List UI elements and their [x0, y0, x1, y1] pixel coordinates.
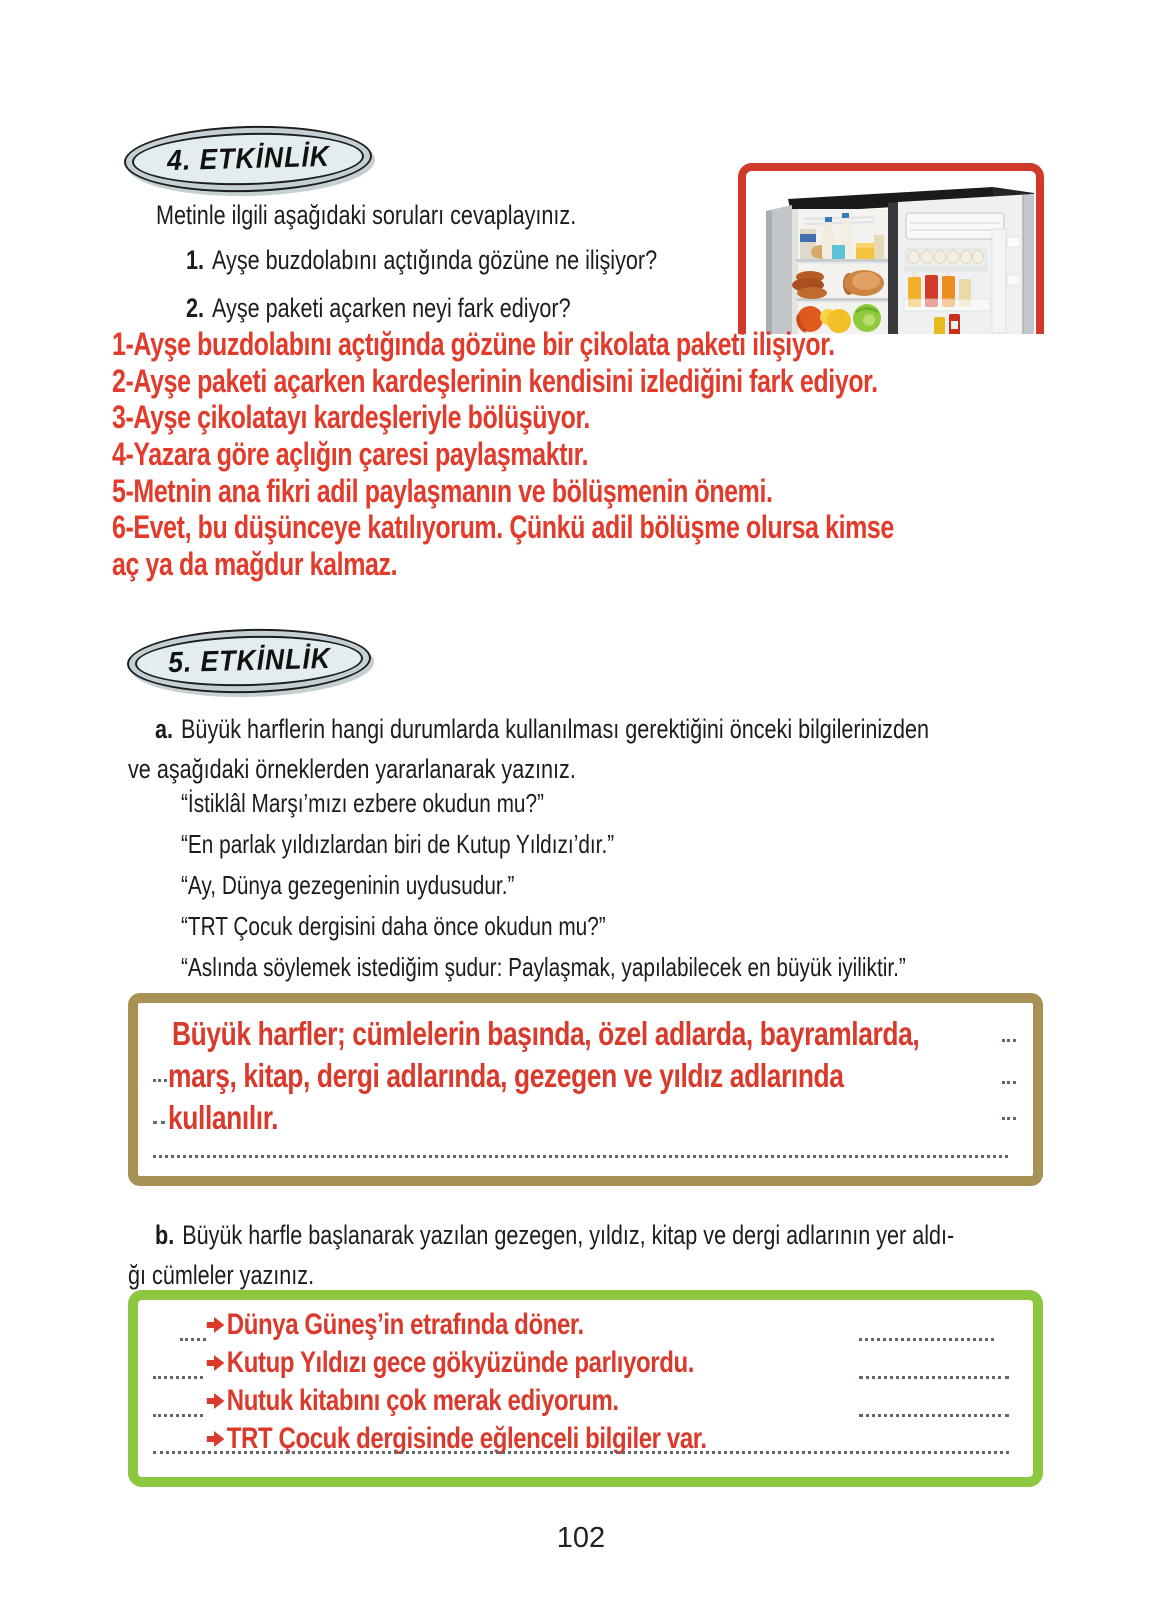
dotted-line — [153, 1451, 1009, 1454]
part-b-line-1 — [155, 1218, 954, 1252]
question-2-number: 2. — [186, 293, 205, 323]
example-quote: “İstiklâl Marşı’mızı ezbere okudun mu?” — [181, 788, 544, 818]
example-quote: “Aslında söylemek istediğim şudur: Paylaşmak, yapılabilecek en büyük iyiliktir.” — [181, 952, 906, 982]
question-1 — [186, 243, 657, 277]
arrow-icon — [206, 1392, 225, 1410]
answer-box — [128, 1290, 1043, 1487]
part-a-line-1 — [155, 712, 929, 746]
dotted-line — [859, 1338, 994, 1341]
dotted-line — [153, 1414, 203, 1417]
question-1-number: 1. — [186, 245, 205, 275]
part-a-line-2: ve aşağıdaki örneklerden yararlanarak yazınız. — [128, 754, 576, 784]
answer-box-item — [206, 1384, 619, 1418]
answer-line: 1-Ayşe buzdolabını açtığında gözüne bir çikolata paketi ilişiyor. — [112, 326, 835, 362]
answer-line: 6-Evet, bu düşünceye katılıyorum. Çünkü adil bölüşme olursa kimse — [112, 509, 894, 545]
dotted-line — [153, 1155, 1008, 1158]
dotted-line — [1002, 1081, 1016, 1084]
refrigerator-photo — [738, 163, 1044, 334]
example-quote: “Ay, Dünya gezegeninin uydusudur.” — [181, 870, 515, 900]
question-1-text: Ayşe buzdolabını açtığında gözüne ne ilişiyor? — [212, 245, 658, 275]
answer-line: 3-Ayşe çikolatayı kardeşleriyle bölüşüyor. — [112, 399, 590, 435]
part-b-label: b. — [155, 1220, 175, 1250]
activity-4-badge-label: 4. ETKİNLİK — [166, 140, 330, 177]
answer-line: 4-Yazara göre açlığın çaresi paylaşmaktır. — [112, 436, 589, 472]
example-quote: “En parlak yıldızlardan biri de Kutup Yıldızı’dır.” — [181, 829, 615, 859]
answer-box-item — [206, 1308, 584, 1342]
note-box-line: Büyük harfler; cümlelerin başında, özel adlarda, bayramlarda, — [172, 1015, 920, 1052]
activity-5-badge-label: 5. ETKİNLİK — [167, 642, 331, 679]
answer-box-item — [206, 1346, 694, 1380]
arrow-icon — [206, 1430, 225, 1448]
refrigerator-illustration — [746, 171, 1036, 334]
dotted-line — [153, 1079, 167, 1082]
note-box — [128, 993, 1043, 1186]
activity-4-intro-text: Metinle ilgili aşağıdaki soruları cevaplayınız. — [156, 200, 577, 230]
dotted-line — [153, 1121, 165, 1124]
activity-4-badge-inner — [131, 130, 364, 188]
refrigerator-photo-clip — [734, 158, 1056, 334]
question-2-text: Ayşe paketi açarken neyi fark ediyor? — [212, 293, 571, 323]
answer-box-item-text: Nutuk kitabını çok merak ediyorum. — [226, 1384, 619, 1417]
part-b-line-2: ğı cümleler yazınız. — [128, 1260, 315, 1290]
note-box-line: marş, kitap, dergi adlarında, gezegen ve yıldız adlarında — [168, 1057, 844, 1094]
activity-4-badge — [123, 123, 373, 195]
answer-box-item-text: TRT Çocuk dergisinde eğlenceli bilgiler var. — [226, 1422, 707, 1455]
dotted-line — [180, 1338, 206, 1341]
arrow-icon — [206, 1354, 225, 1372]
dotted-line — [1002, 1039, 1016, 1042]
activity-5-badge-inner — [134, 633, 363, 689]
dotted-line — [1002, 1117, 1016, 1120]
activity-5-badge — [126, 626, 372, 696]
note-box-line: kullanılır. — [168, 1099, 279, 1136]
dotted-line — [859, 1376, 1009, 1379]
dotted-line — [153, 1376, 203, 1379]
answer-box-item-text: Kutup Yıldızı gece gökyüzünde parlıyordu. — [226, 1346, 695, 1379]
example-quote: “TRT Çocuk dergisini daha önce okudun mu?” — [181, 911, 606, 941]
activity-4-intro — [156, 198, 576, 232]
part-a-label: a. — [155, 714, 174, 744]
answer-line: aç ya da mağdur kalmaz. — [112, 546, 398, 582]
question-2 — [186, 291, 571, 325]
answer-line: 5-Metnin ana fikri adil paylaşmanın ve bölüşmenin önemi. — [112, 473, 773, 509]
answer-line: 2-Ayşe paketi açarken kardeşlerinin kendisini izlediğini fark ediyor. — [112, 363, 878, 399]
part-a-text-1: Büyük harflerin hangi durumlarda kullanılması gerektiğini önceki bilgilerinizden — [181, 714, 930, 744]
arrow-icon — [206, 1316, 225, 1334]
answer-box-item-text: Dünya Güneş’in etrafında döner. — [226, 1308, 584, 1341]
part-b-text-1: Büyük harfle başlanarak yazılan gezegen, yıldız, kitap ve dergi adlarının yer aldı- — [182, 1220, 955, 1250]
page-number: 102 — [556, 1522, 606, 1554]
dotted-line — [859, 1414, 1009, 1417]
